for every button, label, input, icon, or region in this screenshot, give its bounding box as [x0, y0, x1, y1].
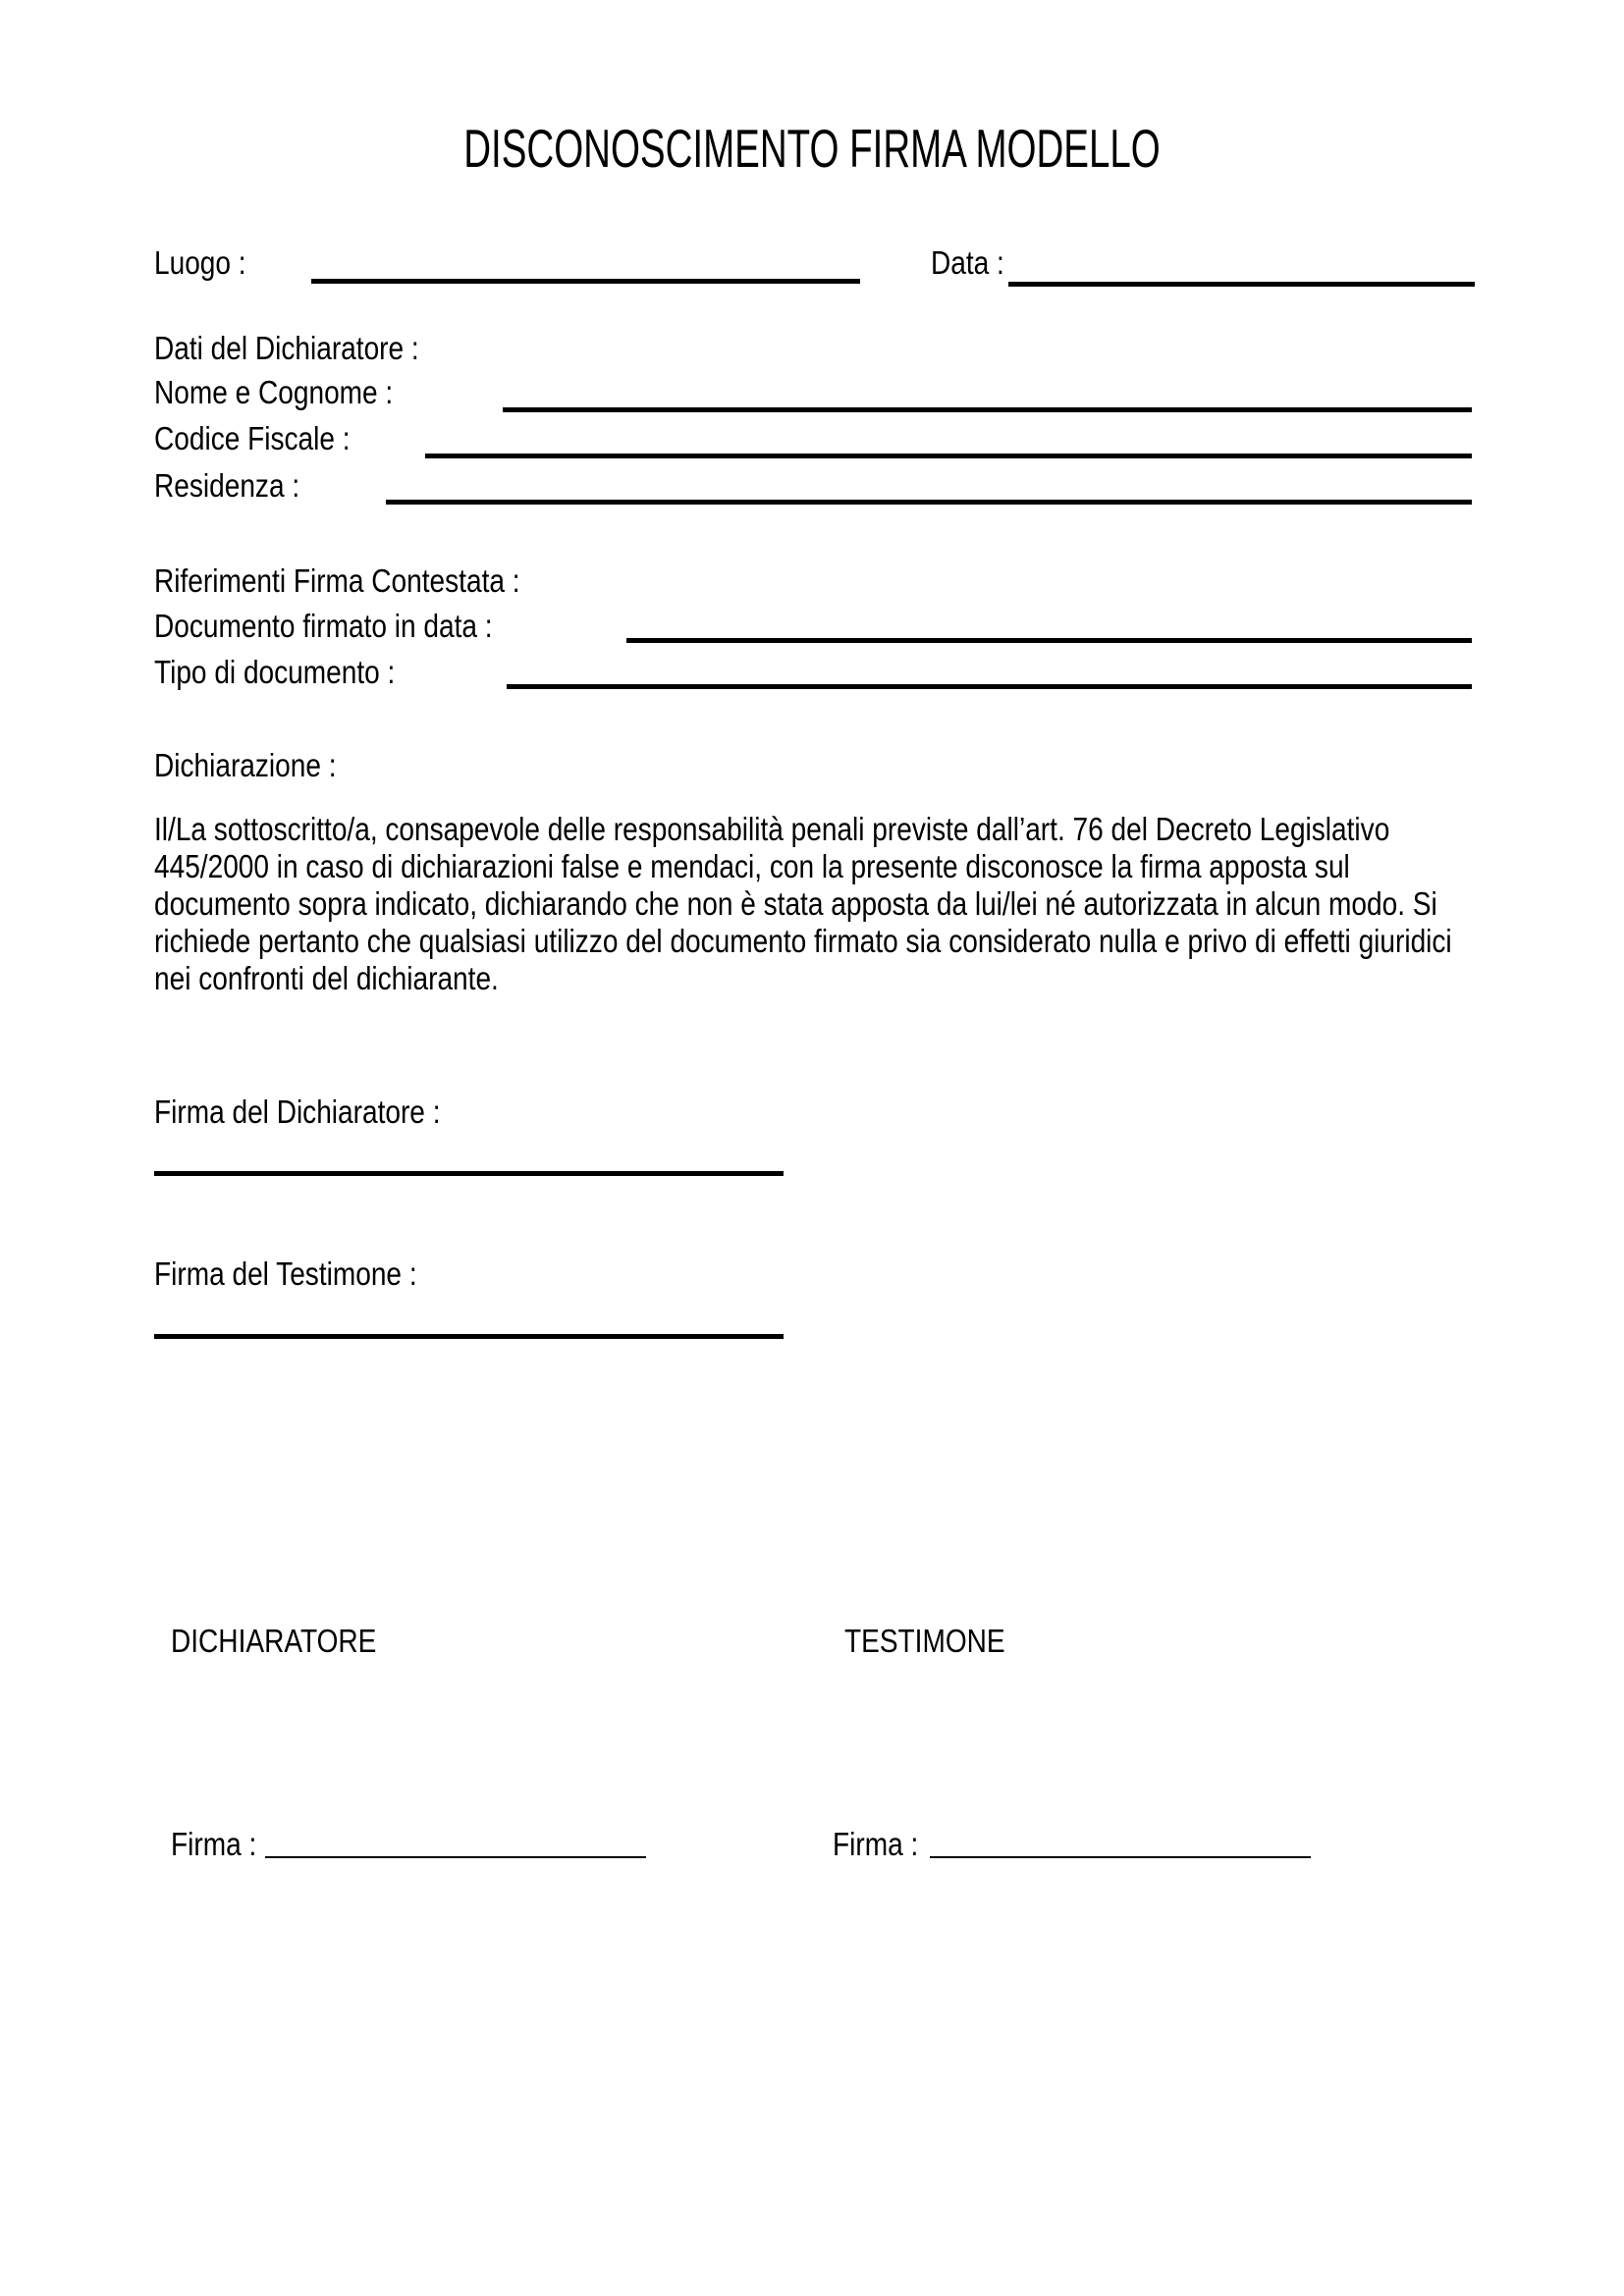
- page-title: DISCONOSCIMENTO FIRMA MODELLO: [463, 118, 1161, 179]
- declaration-heading: Dichiarazione :: [154, 747, 337, 783]
- nome-cognome-fill-line: [503, 407, 1472, 412]
- firma-testimone-signature-line: [154, 1334, 784, 1339]
- firma-dichiaratore-signature-line: [154, 1171, 784, 1176]
- luogo-label: Luogo :: [154, 244, 246, 281]
- firma-right-fill-line: [930, 1856, 1311, 1858]
- codice-fiscale-fill-line: [425, 454, 1472, 458]
- declarant-section-heading: Dati del Dichiaratore :: [154, 330, 419, 366]
- declaration-line: 445/2000 in caso di dichiarazioni false e mendaci, con la presente disconosce la firma apposta sul: [154, 848, 1350, 884]
- declaration-line: Il/La sottoscritto/a, consapevole delle responsabilità penali previste dall’art. 76 del Decreto Legislativo: [154, 811, 1390, 847]
- firma-testimone-label: Firma del Testimone :: [154, 1255, 417, 1292]
- firma-right-label: Firma :: [833, 1826, 919, 1862]
- testimone-column-heading: TESTIMONE: [844, 1623, 1005, 1659]
- contested-signature-heading: Riferimenti Firma Contestata :: [154, 562, 520, 599]
- firma-dichiaratore-label: Firma del Dichiaratore :: [154, 1094, 441, 1130]
- dichiaratore-column-heading: DICHIARATORE: [171, 1623, 377, 1659]
- residenza-fill-line: [386, 500, 1472, 505]
- documento-firmato-fill-line: [626, 638, 1472, 643]
- data-fill-line: [1008, 282, 1475, 287]
- data-label: Data :: [931, 244, 1004, 281]
- declaration-paragraph: [154, 811, 1452, 997]
- residenza-label: Residenza :: [154, 467, 300, 504]
- firma-left-fill-line: [265, 1856, 646, 1858]
- nome-cognome-label: Nome e Cognome :: [154, 374, 394, 410]
- declaration-line: richiede pertanto che qualsiasi utilizzo del documento firmato sia considerato nulla e privo di effetti giuridici: [154, 923, 1452, 959]
- documento-firmato-label: Documento firmato in data :: [154, 608, 493, 644]
- tipo-documento-label: Tipo di documento :: [154, 654, 396, 690]
- tipo-documento-fill-line: [507, 684, 1472, 689]
- codice-fiscale-label: Codice Fiscale :: [154, 420, 351, 456]
- firma-left-label: Firma :: [171, 1826, 257, 1862]
- declaration-line: nei confronti del dichiarante.: [154, 960, 499, 996]
- declaration-line: documento sopra indicato, dichiarando che non è stata apposta da lui/lei né autorizzata in alcun modo. Si: [154, 885, 1437, 922]
- luogo-fill-line: [311, 279, 860, 284]
